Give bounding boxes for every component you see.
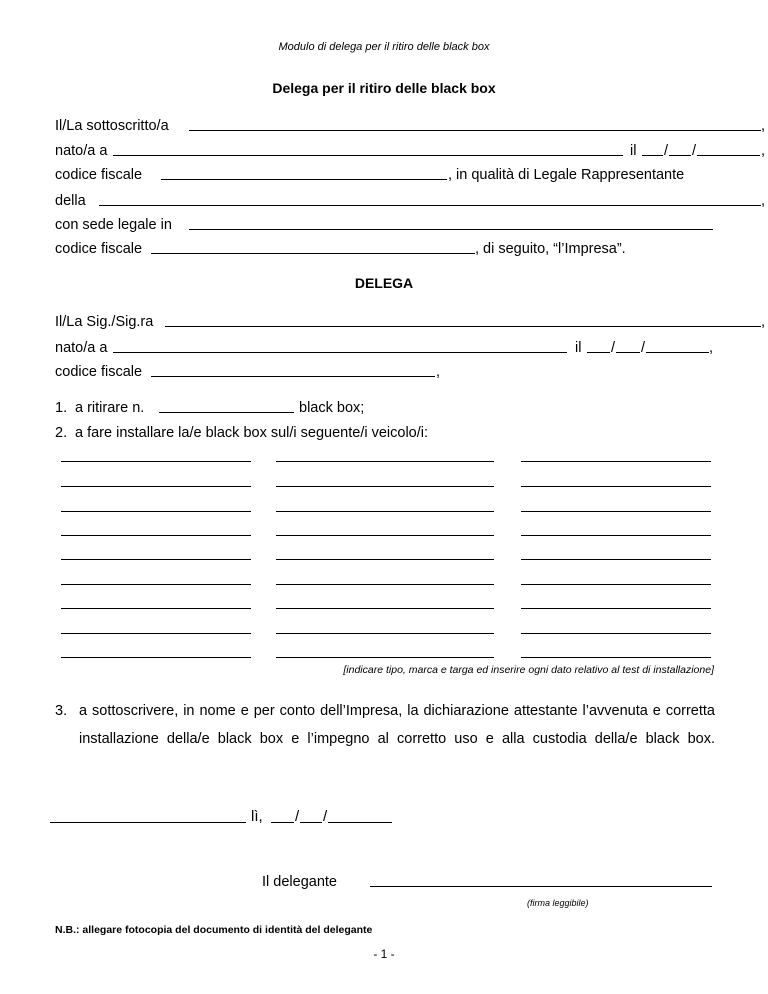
signature-line <box>55 873 713 891</box>
quantita-field[interactable] <box>159 399 294 413</box>
vehicle-line[interactable] <box>521 511 711 512</box>
delegato-codice-fiscale-field[interactable] <box>151 363 435 377</box>
vehicle-line[interactable] <box>61 486 251 487</box>
item-2 <box>55 424 713 442</box>
codice-fiscale-impresa-label: codice fiscale <box>55 241 143 257</box>
delegato-luogo-field[interactable] <box>113 339 567 353</box>
vehicle-line[interactable] <box>276 657 494 658</box>
sede-legale-field[interactable] <box>189 216 713 230</box>
vehicle-line[interactable] <box>521 657 711 658</box>
della-line: della , <box>55 193 766 209</box>
vehicle-line[interactable] <box>61 511 251 512</box>
vehicle-line[interactable] <box>521 486 711 487</box>
vehicle-line[interactable] <box>276 535 494 536</box>
delegato-label: Il/La Sig./Sig.ra <box>55 314 154 330</box>
vehicle-line[interactable] <box>61 657 251 658</box>
vehicle-note: [indicare tipo, marca e targa ed inserire ogni dato relativo al test di installazione] <box>343 664 714 676</box>
vehicle-line[interactable] <box>276 486 494 487</box>
luogo-nascita-field[interactable] <box>113 142 623 156</box>
vehicle-line[interactable] <box>521 535 711 536</box>
item-3-text: a sottoscrivere, in nome e per conto dell’Impresa, la dichiarazione attestante l’avvenuta e corretta installazione della/e black box e l’impegno al corretto uso e alla custodia della/e black box. <box>79 703 715 747</box>
vehicle-line[interactable] <box>276 461 494 462</box>
anno-field[interactable] <box>697 142 760 156</box>
delegato-mese-field[interactable] <box>616 339 640 353</box>
sede-legale-line <box>55 216 713 234</box>
item-3-number: 3. <box>55 703 68 719</box>
document-title: Delega per il ritiro delle black box <box>272 80 496 96</box>
sede-legale-label: con sede legale in <box>55 217 172 233</box>
delegato-anno-field[interactable] <box>646 339 709 353</box>
item-1 <box>55 399 713 417</box>
vehicle-line[interactable] <box>276 633 494 634</box>
sottoscritto-line: Il/La sottoscritto/a , <box>55 118 766 134</box>
vehicle-line[interactable] <box>521 584 711 585</box>
vehicle-line[interactable] <box>61 535 251 536</box>
delegato-giorno-field[interactable] <box>587 339 610 353</box>
delegato-line: Il/La Sig./Sig.ra , <box>55 314 766 330</box>
data-anno-field[interactable] <box>328 808 392 823</box>
delegato-codice-fiscale-label: codice fiscale <box>55 364 143 380</box>
item-1-pre: a ritirare n. <box>75 400 145 416</box>
page-number: - 1 - <box>373 947 395 961</box>
di-seguito-label: , di seguito, “l’Impresa”. <box>475 241 626 257</box>
nb-note: N.B.: allegare fotocopia del documento di identità del delegante <box>55 924 373 936</box>
vehicle-line[interactable] <box>61 559 251 560</box>
delegato-field[interactable] <box>165 313 761 327</box>
li-label: lì, <box>251 808 263 825</box>
vehicle-line[interactable] <box>276 559 494 560</box>
codice-fiscale-field[interactable] <box>161 166 447 180</box>
item-2-number: 2. <box>55 425 68 441</box>
nato-line: nato/a a il / / , <box>55 143 766 159</box>
vehicle-line[interactable] <box>521 608 711 609</box>
mese-field[interactable] <box>669 142 691 156</box>
signature-field[interactable] <box>370 873 712 887</box>
sottoscritto-field[interactable] <box>189 117 761 131</box>
codice-fiscale-impresa-line <box>55 240 713 258</box>
data-giorno-field[interactable] <box>271 808 294 823</box>
in-qualita-label: , in qualità di Legale Rappresentante <box>448 167 685 183</box>
vehicle-line[interactable] <box>61 633 251 634</box>
delegato-il-label: il <box>575 340 582 356</box>
vehicle-line[interactable] <box>61 608 251 609</box>
delegato-codice-fiscale-line: codice fiscale , <box>55 364 441 380</box>
vehicle-line[interactable] <box>521 461 711 462</box>
codice-fiscale-line <box>55 166 713 184</box>
codice-fiscale-label: codice fiscale <box>55 167 143 183</box>
vehicle-line[interactable] <box>521 559 711 560</box>
vehicle-line[interactable] <box>61 461 251 462</box>
place-date-line: lì, / / <box>55 808 713 826</box>
delega-heading: DELEGA <box>354 275 414 291</box>
il-label: il <box>630 143 637 159</box>
vehicle-line[interactable] <box>276 511 494 512</box>
sottoscritto-label: Il/La sottoscritto/a <box>55 118 169 134</box>
page-header: Modulo di delega per il ritiro delle black box <box>278 41 490 53</box>
della-label: della <box>55 193 86 209</box>
impresa-field[interactable] <box>99 192 761 206</box>
nato-label: nato/a a <box>55 143 108 159</box>
luogo-field[interactable] <box>50 808 246 823</box>
delegato-nato-label: nato/a a <box>55 340 108 356</box>
signature-note: (firma leggibile) <box>527 898 589 908</box>
signature-label: Il delegante <box>262 874 337 890</box>
giorno-field[interactable] <box>642 142 663 156</box>
delegato-nato-line: nato/a a il / / , <box>55 340 714 356</box>
vehicle-line[interactable] <box>276 584 494 585</box>
item-2-text: a fare installare la/e black box sul/i seguente/i veicolo/i: <box>75 425 429 441</box>
item-1-number: 1. <box>55 400 68 416</box>
vehicle-line[interactable] <box>61 584 251 585</box>
data-mese-field[interactable] <box>300 808 322 823</box>
vehicle-line[interactable] <box>521 633 711 634</box>
vehicle-line[interactable] <box>276 608 494 609</box>
item-1-post: black box; <box>299 400 365 416</box>
codice-fiscale-impresa-field[interactable] <box>151 240 475 254</box>
